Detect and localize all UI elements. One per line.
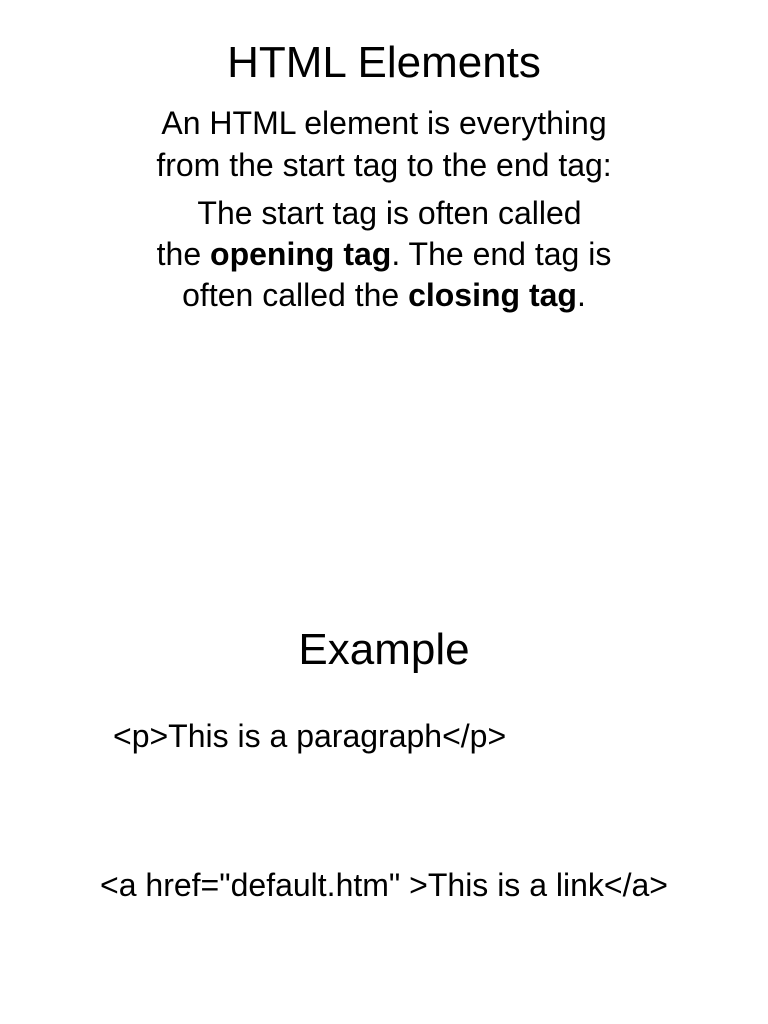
tags-line-3 bbox=[0, 275, 768, 316]
intro-line-2: from the start tag to the end tag: bbox=[156, 147, 612, 183]
code-example-paragraph: <p>This is a paragraph</p> bbox=[113, 718, 507, 754]
tags-line-2-prefix: the bbox=[156, 236, 211, 272]
tags-line-2-suffix: . The end tag is bbox=[391, 236, 612, 272]
tags-line-3-suffix: . bbox=[576, 277, 586, 313]
tags-line-1: The start tag is often called bbox=[197, 195, 582, 231]
example-heading: Example bbox=[298, 625, 470, 674]
tags-line-2 bbox=[0, 234, 768, 275]
intro-line-1: An HTML element is everything bbox=[161, 105, 607, 141]
tags-paragraph bbox=[0, 193, 768, 316]
opening-tag-term: opening tag bbox=[210, 236, 392, 272]
closing-tag-term: closing tag bbox=[408, 277, 577, 313]
slide-title: HTML Elements bbox=[227, 38, 541, 87]
intro-paragraph bbox=[0, 102, 768, 186]
tags-line-3-prefix: often called the bbox=[182, 277, 409, 313]
code-example-link: <a href="default.htm" >This is a link</a> bbox=[100, 867, 668, 903]
